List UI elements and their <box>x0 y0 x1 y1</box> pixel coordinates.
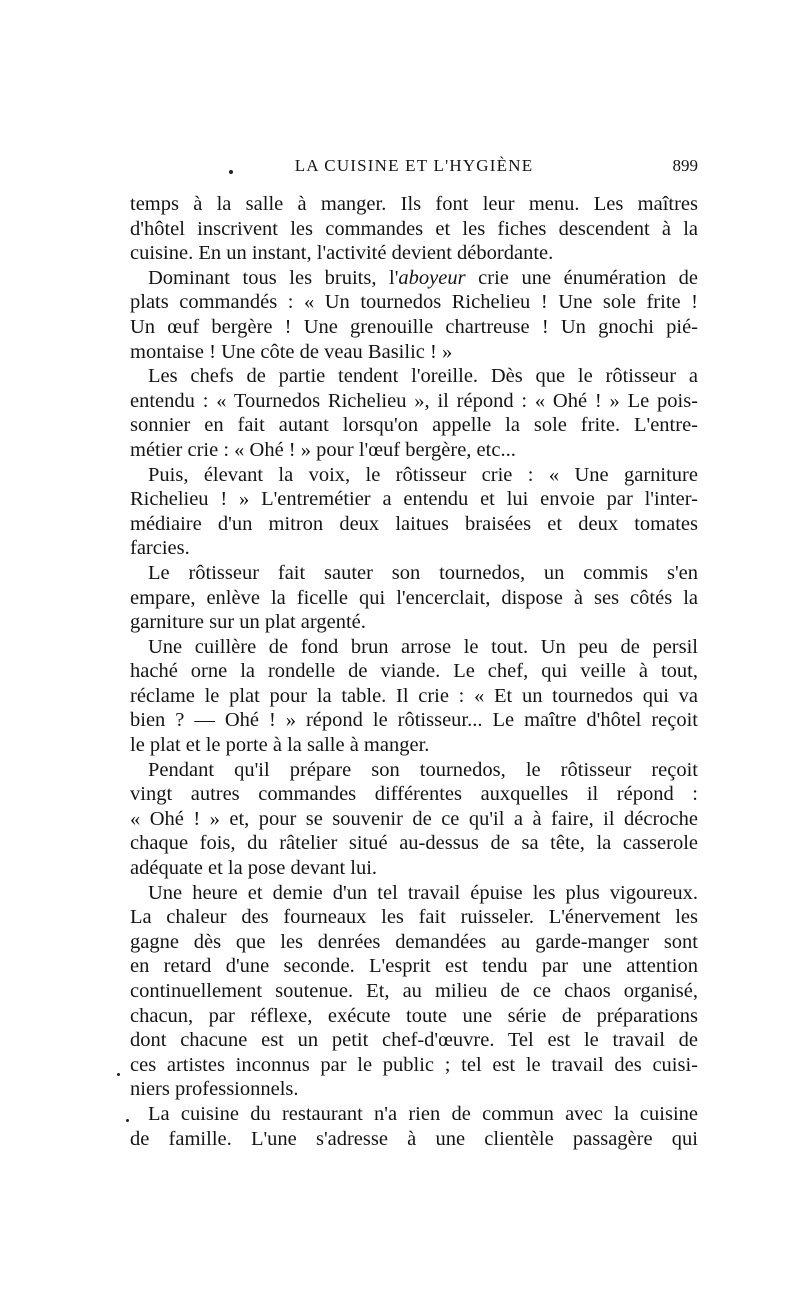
text-line: entendu : « Tournedos Richelieu », il répond : « Ohé ! » Le pois- <box>130 389 698 412</box>
text-line: farcies. <box>130 537 190 560</box>
text-line: Richelieu ! » L'entremétier a entendu et lui envoie par l'inter- <box>130 488 698 511</box>
text-line: Un œuf bergère ! Une grenouille chartreuse ! Un gnochi pié- <box>130 315 698 338</box>
text-line: Une heure et demie d'un tel travail épuise les plus vigoureux. <box>148 881 698 904</box>
text-line: niers professionnels. <box>130 1078 299 1101</box>
text-line: chacun, par réflexe, exécute toute une série de préparations <box>130 1004 698 1027</box>
paragraph <box>130 463 698 561</box>
text-line: Pendant qu'il prépare son tournedos, le rôtisseur reçoit <box>148 758 698 781</box>
text-line: dont chacune est un petit chef-d'œuvre. Tel est le travail de <box>130 1029 698 1052</box>
text-line: Le rôtisseur fait sauter son tournedos, un commis s'en <box>148 561 698 584</box>
text-line: Dominant tous les bruits, l'aboyeur crie une énumération de <box>148 266 698 289</box>
stray-ink-dot <box>126 1119 129 1122</box>
text-line: bien ? — Ohé ! » répond le rôtisseur... Le maître d'hôtel reçoit <box>130 709 698 732</box>
paragraph <box>130 635 698 758</box>
text-line: plats commandés : « Un tournedos Richelieu ! Une sole frite ! <box>130 291 698 314</box>
text-line: gagne dès que les denrées demandées au garde-manger sont <box>130 930 698 953</box>
text-line: réclame le plat pour la table. Il crie : « Et un tournedos qui va <box>130 684 698 707</box>
paragraph <box>130 192 698 266</box>
paragraph <box>130 758 698 881</box>
text-line: Une cuillère de fond brun arrose le tout. Un peu de persil <box>148 635 698 658</box>
paragraph <box>130 1102 698 1151</box>
text-line: La chaleur des fourneaux les fait ruisseler. L'énervement les <box>130 906 698 929</box>
text-line: de famille. L'une s'adresse à une clientèle passagère qui <box>130 1127 698 1150</box>
text-line: Les chefs de partie tendent l'oreille. Dès que le rôtisseur a <box>148 365 698 388</box>
text-line: cuisine. En un instant, l'activité devient débordante. <box>130 242 554 265</box>
page-number: 899 <box>672 156 698 175</box>
text-line: ces artistes inconnus par le public ; tel est le travail des cuisi- <box>130 1053 698 1076</box>
text-line: vingt autres commandes différentes auxquelles il répond : <box>130 783 698 806</box>
text-line: en retard d'une seconde. L'esprit est tendu par une attention <box>130 955 698 978</box>
text-line: haché orne la rondelle de viande. Le chef, qui veille à tout, <box>130 660 698 683</box>
text-line: d'hôtel inscrivent les commandes et les fiches descendent à la <box>130 217 698 240</box>
paragraph <box>130 561 698 635</box>
body-text <box>130 192 698 1151</box>
text-line: adéquate et la pose devant lui. <box>130 857 378 880</box>
paragraph <box>130 364 698 462</box>
text-line: garniture sur un plat argenté. <box>130 611 366 634</box>
text-line: métier crie : « Ohé ! » pour l'œuf bergère, etc... <box>130 438 516 461</box>
stray-ink-dot <box>117 1073 120 1076</box>
text-line: montaise ! Une côte de veau Basilic ! » <box>130 340 453 363</box>
text-line: chaque fois, du râtelier situé au-dessus de sa tête, la casserole <box>130 832 698 855</box>
text-line: le plat et le porte à la salle à manger. <box>130 734 430 757</box>
paragraph <box>130 266 698 364</box>
text-line: La cuisine du restaurant n'a rien de commun avec la cuisine <box>148 1102 698 1125</box>
text-line: continuellement soutenue. Et, au milieu de ce chaos organisé, <box>130 980 698 1002</box>
text-line: médiaire d'un mitron deux laitues braisées et deux tomates <box>130 512 698 535</box>
running-header <box>130 156 698 184</box>
italic-term: aboyeur <box>398 266 466 289</box>
text-line: Puis, élevant la voix, le rôtisseur crie : « Une garniture <box>148 463 698 486</box>
paragraph <box>130 881 698 1102</box>
text-line: temps à la salle à manger. Ils font leur menu. Les maîtres <box>130 193 698 215</box>
running-title: LA CUISINE ET L'HYGIÈNE <box>294 156 534 175</box>
text-line: « Ohé ! » et, pour se souvenir de ce qu'il a à faire, il décroche <box>130 807 698 830</box>
text-line: sonnier en fait autant lorsqu'on appelle la sole frite. L'entre- <box>130 414 698 437</box>
text-line: empare, enlève la ficelle qui l'encerclait, dispose à ses côtés la <box>130 586 698 609</box>
